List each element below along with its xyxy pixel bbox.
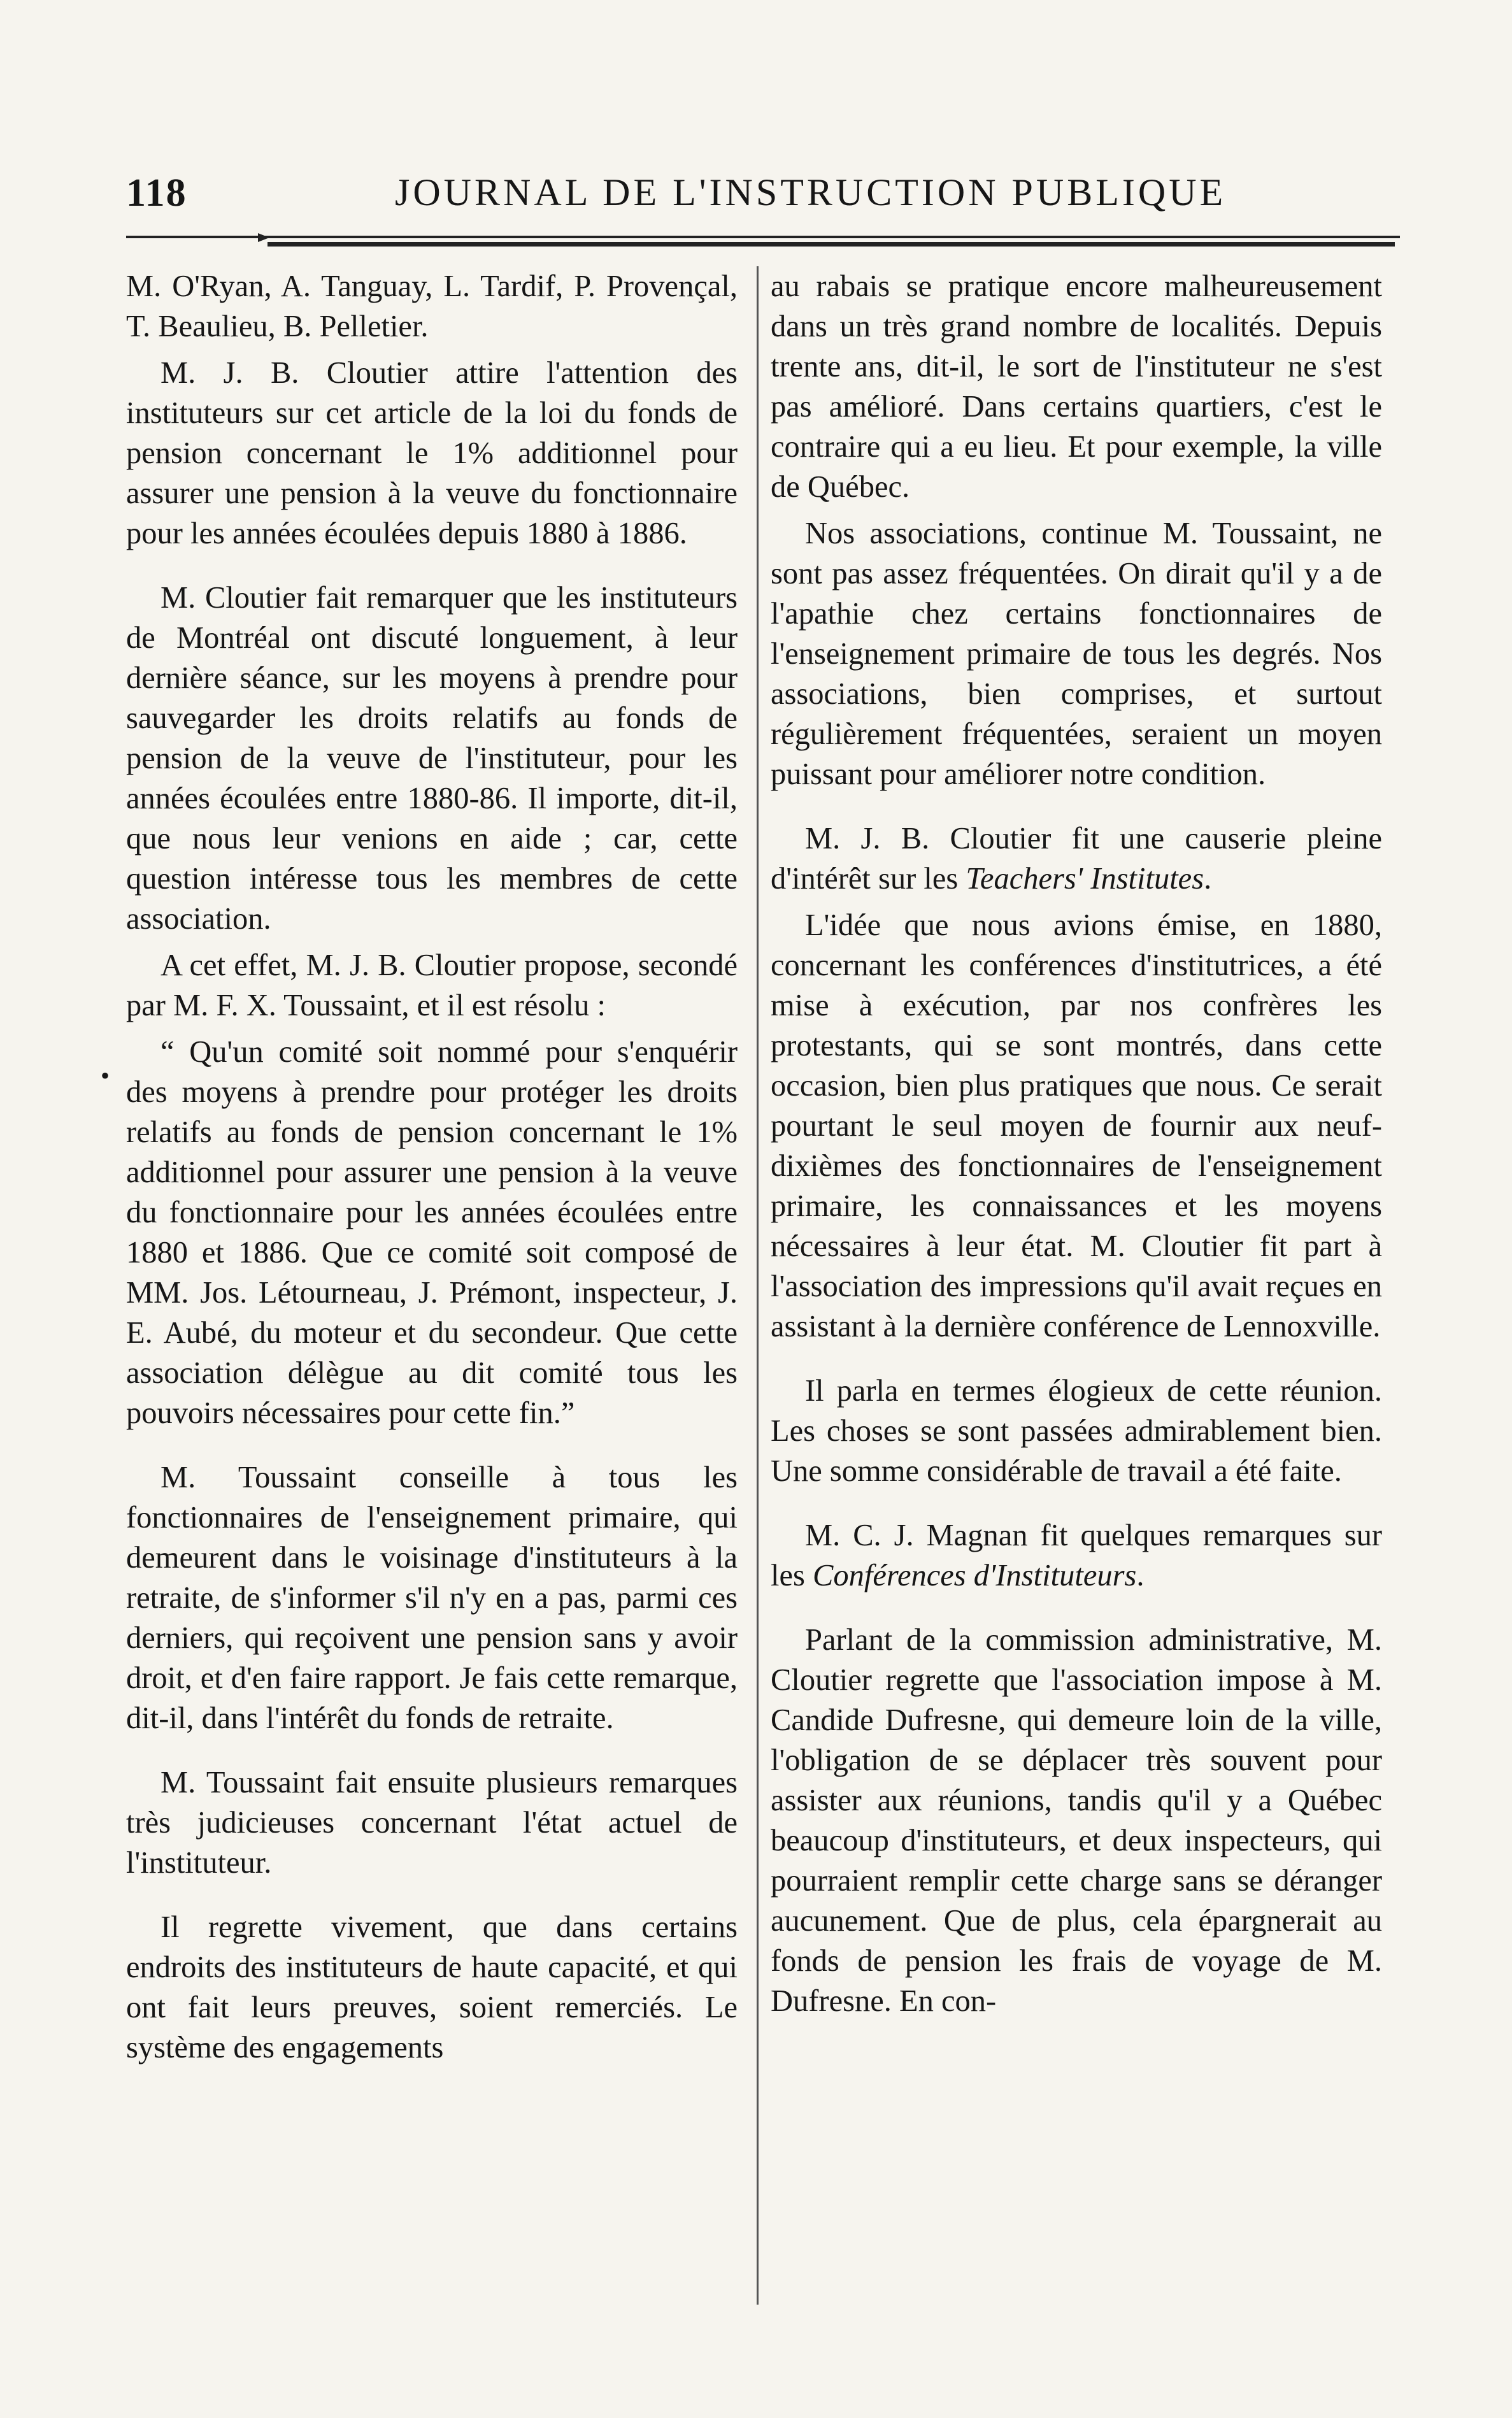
right-column [771, 266, 1382, 2324]
paragraph: Il parla en termes élogieux de cette réunion. Les choses se sont passées admirablement bien. Une somme considérable de travail a été faite. [771, 1374, 1382, 1488]
paragraph: Parlant de la commission administrative, M. Cloutier regrette que l'association impose à M. Candide Dufresne, qui demeure loin de la ville, l'obligation de se déplacer très souvent pour assister aux réunions, tandis qu'il y a Québec beaucoup d'instituteurs, et deux inspecteurs, qui pourraient remplir cette charge sans se déranger aucunement. Que de plus, cela épargnerait au fonds de pension les frais de voyage de M. Dufresne. En con- [771, 1623, 1382, 2018]
paragraph: M. Cloutier fait remarquer que les instituteurs de Montréal ont discuté longuement, à leur dernière séance, sur les moyens à prendre pour sauvegarder les droits relatifs au fonds de pension de la veuve de l'instituteur, pour les années écoulées entre 1880-86. Il importe, dit-il, que nous leur venions en aide ; car, cette question intéresse tous les membres de cette association. [126, 581, 738, 936]
header-rule-thick [267, 242, 1395, 247]
page-number: 118 [126, 171, 187, 215]
paragraph: L'idée que nous avions émise, en 1880, concernant les conférences d'institutrices, a été mise à exécution, par nos confrères les protestants, qui se sont montrés, dans cette occasion, bien plus pratiques que nous. Ce serait pourtant le seul moyen de fournir aux neuf-dixièmes des fonctionnaires de l'enseignement primaire, les connaissances et les moyens nécessaires à leur état. M. Cloutier fit part à l'association des impressions qu'il avait reçues en assistant à la dernière conférence de Lennoxville. [771, 908, 1382, 1343]
paragraph: M. J. B. Cloutier attire l'attention des instituteurs sur cet article de la loi du fonds de pension concernant le 1% additionnel pour assurer une pension à la veuve du fonctionnaire pour les années écoulées depuis 1880 à 1886. [126, 356, 738, 550]
text-run: . [1204, 862, 1212, 896]
paragraph-resolution-quote: “ Qu'un comité soit nommé pour s'enquérir des moyens à prendre pour protéger les droits relatifs au fonds de pension concernant le 1% additionnel pour assurer une pension à la veuve du fonctionnaire pour les années écoulées entre 1880 et 1886. Que ce comité soit composé de MM. Jos. Létourneau, J. Prémont, inspecteur, J. E. Aubé, du moteur et du secondeur. Que cette association délègue au dit comité tous les pouvoirs nécessaires pour cette fin.” [126, 1035, 738, 1430]
paragraph-motion: A cet effet, M. J. B. Cloutier propose, secondé par M. F. X. Toussaint, et il est résolu : [126, 948, 738, 1022]
paragraph-causerie [771, 819, 1382, 899]
header-rule-thin [126, 236, 1400, 238]
paragraph: Il regrette vivement, que dans certains endroits des instituteurs de haute capacité, et qui ont fait leurs preuves, soient remerciés. Le système des engagements [126, 1910, 738, 2064]
paragraph-continued: au rabais se pratique encore malheureusement dans un très grand nombre de localités. Depuis trente ans, dit-il, le sort de l'instituteur ne s'est pas amélioré. Dans certains quartiers, c'est le contraire qui a eu lieu. Et pour exemple, la ville de Québec. [771, 269, 1382, 504]
text-run: M. C. J. Magnan fit quelques remarques sur les [771, 1519, 1382, 1592]
paragraph: M. Toussaint conseille à tous les fonctionnaires de l'enseignement primaire, qui demeurent dans le voisinage d'instituteurs à la retraite, de s'informer s'il n'y en a pas, parmi ces derniers, qui reçoivent une pension sans y avoir droit, et d'en faire rapport. Je fais cette remarque, dit-il, dans l'intérêt du fonds de retraite. [126, 1461, 738, 1735]
italic-title: Conférences d'Instituteurs [813, 1559, 1137, 1592]
margin-bullet-mark: • [101, 1061, 110, 1090]
running-title: JOURNAL DE L'INSTRUCTION PUBLIQUE [395, 171, 1227, 213]
italic-title: Teachers' Institutes [966, 862, 1204, 896]
paragraph-member-list: M. O'Ryan, A. Tanguay, L. Tardif, P. Provençal, T. Beaulieu, B. Pelletier. [126, 269, 738, 343]
page-header [0, 0, 1512, 229]
text-run: M. J. B. Cloutier fit une causerie pleine d'intérêt sur les [771, 822, 1382, 896]
header-rule-ornament [258, 233, 269, 242]
left-column [126, 266, 738, 2324]
paragraph: Nos associations, continue M. Toussaint, ne sont pas assez fréquentées. On dirait qu'il y a de l'apathie chez certains fonctionnaires de l'enseignement primaire de tous les degrés. Nos associations, bien comprises, et surtout régulièrement fréquentées, seraient un moyen puissant pour améliorer notre condition. [771, 517, 1382, 791]
text-run: . [1136, 1559, 1145, 1592]
paragraph: M. Toussaint fait ensuite plusieurs remarques très judicieuses concernant l'état actuel de l'instituteur. [126, 1766, 738, 1880]
paragraph-magnan [771, 1515, 1382, 1596]
column-divider [757, 266, 759, 2305]
